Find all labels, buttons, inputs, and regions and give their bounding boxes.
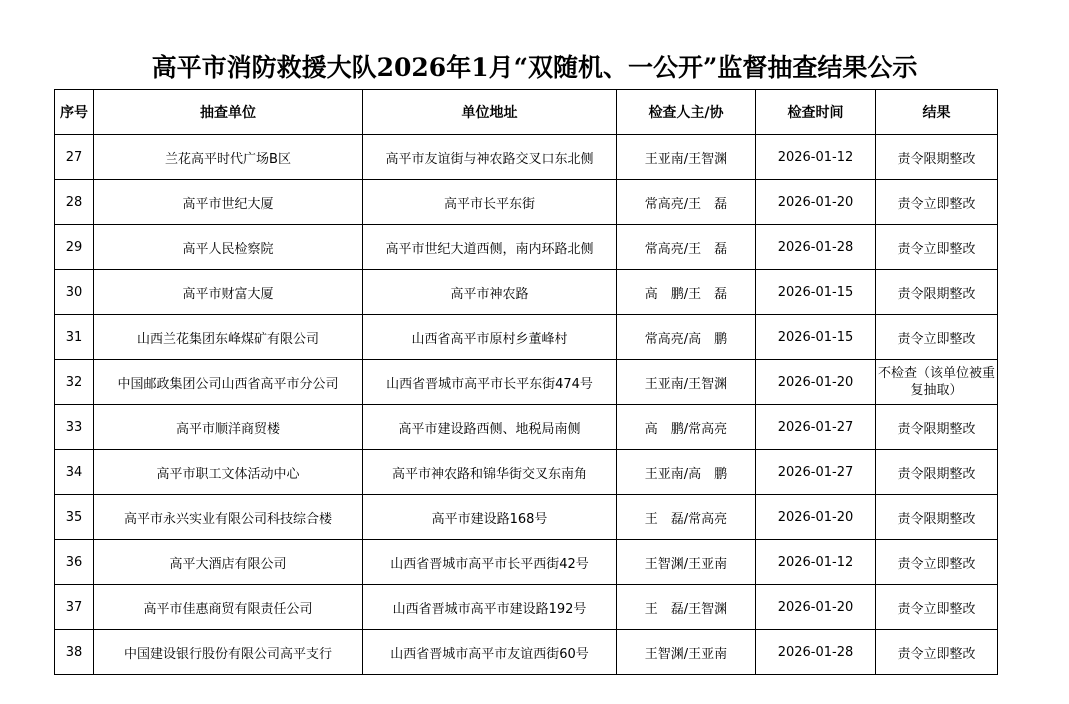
cell-serial-number: 37 [55,585,94,630]
cell-serial-number: 32 [55,360,94,405]
cell-serial-number: 36 [55,540,94,585]
cell-serial-number: 34 [55,450,94,495]
cell-inspected-unit: 兰花高平时代广场B区 [94,135,363,180]
cell-result: 责令立即整改 [876,585,998,630]
cell-inspection-date: 2026-01-28 [756,630,876,675]
cell-inspectors: 高 鹏/王 磊 [617,270,756,315]
cell-result: 责令限期整改 [876,270,998,315]
cell-inspection-date: 2026-01-20 [756,360,876,405]
header-unit-address: 单位地址 [363,90,617,135]
table-row [55,540,998,585]
cell-inspected-unit: 高平市顺洋商贸楼 [94,405,363,450]
cell-result: 责令立即整改 [876,180,998,225]
cell-result: 责令立即整改 [876,630,998,675]
cell-inspection-date: 2026-01-27 [756,450,876,495]
cell-inspected-unit: 高平市世纪大厦 [94,180,363,225]
table-row [55,270,998,315]
cell-inspection-date: 2026-01-15 [756,315,876,360]
table-row [55,315,998,360]
cell-unit-address: 高平市长平东街 [363,180,617,225]
cell-inspection-date: 2026-01-28 [756,225,876,270]
table-row [55,405,998,450]
cell-inspected-unit: 高平大酒店有限公司 [94,540,363,585]
cell-unit-address: 高平市建设路西侧、地税局南侧 [363,405,617,450]
table-header-row [55,90,998,135]
cell-inspected-unit: 中国邮政集团公司山西省高平市分公司 [94,360,363,405]
cell-serial-number: 31 [55,315,94,360]
cell-inspectors: 王亚南/高 鹏 [617,450,756,495]
cell-inspection-date: 2026-01-12 [756,135,876,180]
table-row [55,495,998,540]
page-title: 高平市消防救援大队2026年1月“双随机、一公开”监督抽查结果公示 [151,53,918,82]
table-row [55,450,998,495]
table-row [55,630,998,675]
cell-inspectors: 王亚南/王智渊 [617,135,756,180]
table-row [55,225,998,270]
cell-inspectors: 王智渊/王亚南 [617,630,756,675]
cell-unit-address: 高平市建设路168号 [363,495,617,540]
cell-serial-number: 29 [55,225,94,270]
cell-unit-address: 高平市神农路 [363,270,617,315]
header-inspection-date: 检查时间 [756,90,876,135]
cell-inspected-unit: 高平人民检察院 [94,225,363,270]
cell-serial-number: 30 [55,270,94,315]
table-row [55,585,998,630]
cell-result: 责令限期整改 [876,405,998,450]
header-serial-number: 序号 [55,90,94,135]
table-row [55,135,998,180]
cell-inspectors: 高 鹏/常高亮 [617,405,756,450]
cell-result: 责令立即整改 [876,315,998,360]
cell-inspectors: 常高亮/王 磊 [617,180,756,225]
cell-inspected-unit: 高平市永兴实业有限公司科技综合楼 [94,495,363,540]
inspection-results-table [54,89,998,675]
cell-unit-address: 山西省高平市原村乡董峰村 [363,315,617,360]
cell-result: 责令限期整改 [876,495,998,540]
cell-serial-number: 27 [55,135,94,180]
cell-inspected-unit: 高平市财富大厦 [94,270,363,315]
cell-inspection-date: 2026-01-20 [756,585,876,630]
cell-inspectors: 王 磊/王智渊 [617,585,756,630]
cell-serial-number: 33 [55,405,94,450]
cell-inspectors: 王智渊/王亚南 [617,540,756,585]
cell-result: 责令立即整改 [876,540,998,585]
cell-unit-address: 山西省晋城市高平市长平东街474号 [363,360,617,405]
cell-serial-number: 28 [55,180,94,225]
cell-unit-address: 高平市友谊街与神农路交叉口东北侧 [363,135,617,180]
cell-inspection-date: 2026-01-20 [756,180,876,225]
cell-inspected-unit: 高平市职工文体活动中心 [94,450,363,495]
cell-serial-number: 38 [55,630,94,675]
header-inspected-unit: 抽查单位 [94,90,363,135]
cell-result: 责令限期整改 [876,135,998,180]
cell-unit-address: 高平市世纪大道西侧，南内环路北侧 [363,225,617,270]
cell-inspected-unit: 中国建设银行股份有限公司高平支行 [94,630,363,675]
cell-result: 不检查（该单位被重复抽取） [876,360,998,405]
cell-result: 责令立即整改 [876,225,998,270]
cell-inspected-unit: 高平市佳惠商贸有限责任公司 [94,585,363,630]
cell-inspectors: 王亚南/王智渊 [617,360,756,405]
cell-serial-number: 35 [55,495,94,540]
cell-inspection-date: 2026-01-12 [756,540,876,585]
header-inspectors: 检查人主/协 [617,90,756,135]
cell-inspection-date: 2026-01-27 [756,405,876,450]
cell-inspection-date: 2026-01-20 [756,495,876,540]
cell-inspection-date: 2026-01-15 [756,270,876,315]
cell-inspectors: 常高亮/高 鹏 [617,315,756,360]
cell-inspectors: 王 磊/常高亮 [617,495,756,540]
cell-inspected-unit: 山西兰花集团东峰煤矿有限公司 [94,315,363,360]
table-row [55,180,998,225]
table-row [55,360,998,405]
cell-result: 责令限期整改 [876,450,998,495]
cell-inspectors: 常高亮/王 磊 [617,225,756,270]
cell-unit-address: 高平市神农路和锦华街交叉东南角 [363,450,617,495]
cell-unit-address: 山西省晋城市高平市建设路192号 [363,585,617,630]
cell-unit-address: 山西省晋城市高平市长平西街42号 [363,540,617,585]
header-result: 结果 [876,90,998,135]
cell-unit-address: 山西省晋城市高平市友谊西街60号 [363,630,617,675]
